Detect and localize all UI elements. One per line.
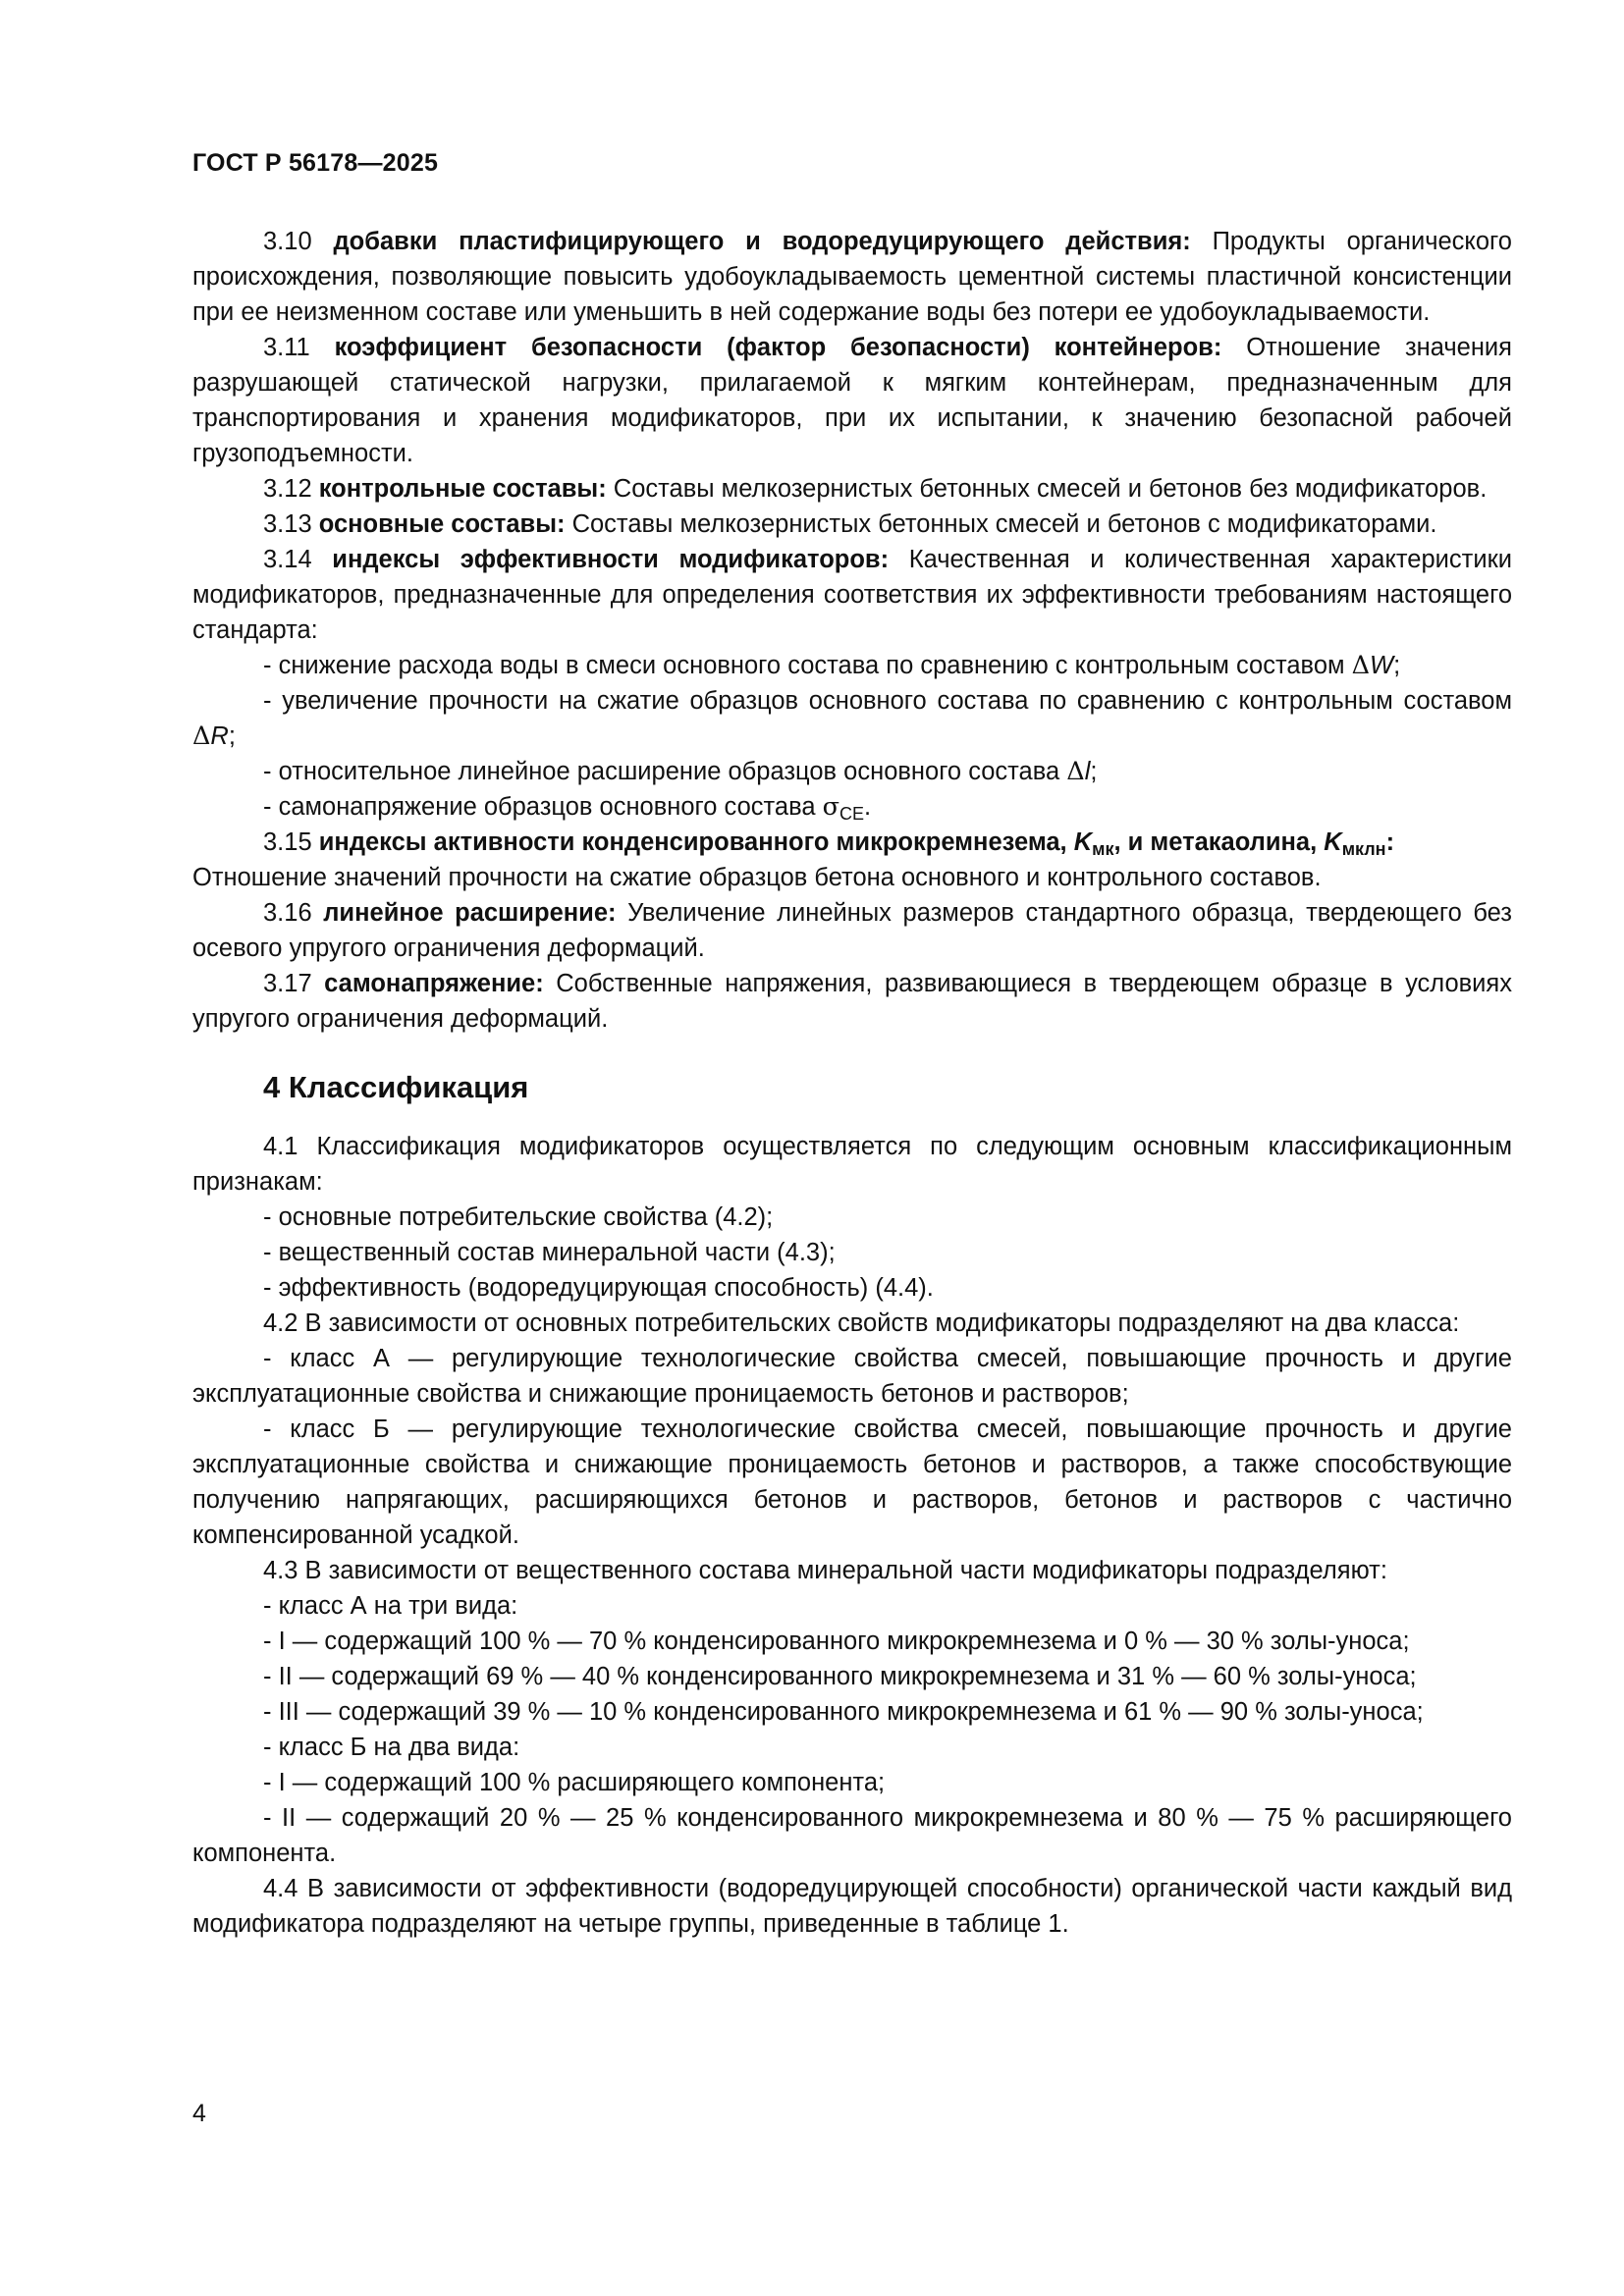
definition-3-12: [192, 471, 1512, 507]
definition-3-17: [192, 966, 1512, 1037]
clause-number: 3.15: [263, 828, 312, 856]
definition-3-16: [192, 895, 1512, 966]
list-item-text: - самонапряжение образцов основного состава: [263, 793, 823, 821]
punctuation: ;: [1393, 652, 1401, 679]
clause-number: 3.12: [263, 475, 312, 503]
list-item: - класс А — регулирующие технологические свойства смесей, повышающие прочность и другие эксплуатационные свойства и снижающие проницаемость бетонов и растворов;: [192, 1345, 1512, 1408]
list-item: - I — содержащий 100 % расширяющего компонента;: [263, 1769, 886, 1796]
list-item: - II — содержащий 20 % — 25 % конденсированного микрокремнезема и 80 % — 75 % расширяющего компонента.: [192, 1804, 1512, 1867]
punctuation: :: [1385, 828, 1395, 856]
term-part: , и метакаолина,: [1113, 828, 1325, 856]
list-item-text: - снижение расхода воды в смеси основного состава по сравнению с контрольным составом: [263, 652, 1352, 679]
list-item-text: - относительное линейное расширение образцов основного состава: [263, 758, 1067, 785]
clause-4-1: 4.1 Классификация модификаторов осуществляется по следующим основным классификационным признакам:: [192, 1133, 1512, 1196]
term-part: индексы активности конденсированного микрокремнезема,: [318, 828, 1074, 856]
definition-text: Увеличение линейных размеров стандартного образца, твердеющего без осевого упругого ограничения деформаций.: [192, 899, 1512, 962]
clause-number: 3.16: [263, 899, 312, 927]
list-item: [192, 683, 1512, 754]
term: самонапряжение:: [324, 970, 544, 997]
list-item: [192, 754, 1512, 789]
definition-text: Составы мелкозернистых бетонных смесей и бетонов без модификаторов.: [613, 475, 1488, 503]
list-item: [192, 789, 1512, 825]
definition-3-10: [192, 224, 1512, 330]
definition-text: Продукты органического происхождения, позволяющие повысить удобоукладываемость цементной системы пластичной консистенции при ее неизменном составе или уменьшить в ней содержание воды без потери ее удобоукладываемости.: [192, 228, 1512, 326]
variable: R: [210, 722, 229, 750]
term: основные составы:: [318, 510, 566, 538]
clause-4-4: 4.4 В зависимости от эффективности (водоредуцирующей способности) органической части каждый вид модификатора подразделяют на четыре группы, приведенные в таблице 1.: [192, 1875, 1512, 1938]
punctuation: ;: [228, 722, 236, 750]
delta-symbol: Δ: [1351, 651, 1371, 680]
term: линейное расширение:: [323, 899, 617, 927]
clause-4-3: 4.3 В зависимости от вещественного состава минеральной части модификаторы подразделяют:: [263, 1557, 1387, 1584]
list-item: - эффективность (водоредуцирующая способность) (4.4).: [263, 1274, 934, 1302]
clause-number: 3.11: [263, 334, 310, 361]
list-item: [192, 648, 1512, 683]
punctuation: .: [864, 793, 872, 821]
term: [318, 828, 1395, 859]
sigma-symbol: σ: [822, 792, 840, 822]
list-item: - I — содержащий 100 % — 70 % конденсированного микрокремнезема и 0 % — 30 % золы-уноса;: [263, 1628, 1410, 1655]
definition-text: Составы мелкозернистых бетонных смесей и бетонов с модификаторами.: [571, 510, 1437, 538]
clause-number: 3.17: [263, 970, 312, 997]
term: контрольные составы:: [318, 475, 607, 503]
clause-number: 3.14: [263, 546, 312, 573]
definition-text: Собственные напряжения, развивающиеся в твердеющем образце в условиях упругого ограничения деформаций.: [192, 970, 1512, 1033]
subscript: мклн: [1341, 839, 1386, 859]
clause-4-2: 4.2 В зависимости от основных потребительских свойств модификаторы подразделяют на два класса:: [263, 1309, 1460, 1337]
definition-3-15: [192, 825, 1512, 860]
list-item: - основные потребительские свойства (4.2);: [263, 1203, 774, 1231]
definition-3-11: [192, 330, 1512, 471]
term: индексы эффективности модификаторов:: [332, 546, 890, 573]
delta-symbol: Δ: [1066, 757, 1085, 786]
subscript: мк: [1092, 839, 1114, 859]
clause-number: 3.10: [263, 228, 312, 255]
list-item-text: - увеличение прочности на сжатие образцов основного состава по сравнению с контрольным составом: [263, 687, 1512, 715]
list-item: - класс Б — регулирующие технологические свойства смесей, повышающие прочность и другие эксплуатационные свойства и снижающие проницаемость бетонов и растворов, а также способствующие получению напрягающих, расширяющихся бетонов и растворов, бетонов и растворов с частично компенсированной усадкой.: [192, 1415, 1512, 1549]
delta-symbol: Δ: [192, 721, 211, 751]
term: добавки пластифицирующего и водоредуцирующего действия:: [333, 228, 1191, 255]
list-item: - III — содержащий 39 % — 10 % конденсированного микрокремнезема и 61 % — 90 % золы-уноса;: [263, 1698, 1424, 1726]
variable: K: [1324, 828, 1342, 856]
punctuation: ;: [1090, 758, 1098, 785]
clause-number: 3.13: [263, 510, 312, 538]
variable: K: [1073, 828, 1093, 856]
document-code-header: ГОСТ Р 56178—2025: [192, 149, 439, 177]
definition-text: Отношение значения разрушающей статической нагрузки, прилагаемой к мягким контейнерам, предназначенным для транспортирования и хранения модификаторов, при их испытании, к значению безопасной рабочей грузоподъемности.: [192, 334, 1512, 467]
section-heading: 4 Классификация: [263, 1070, 529, 1104]
list-item: - класс А на три вида:: [263, 1592, 518, 1620]
page-content: [192, 224, 1512, 1942]
definition-3-15-text: Отношение значений прочности на сжатие образцов бетона основного и контрольного составов.: [192, 864, 1322, 891]
variable: W: [1370, 652, 1394, 679]
subscript: CE: [839, 804, 865, 824]
list-item: - вещественный состав минеральной части (4.3);: [263, 1239, 836, 1266]
definition-text: Качественная и количественная характеристики модификаторов, предназначенные для определения соответствия их эффективности требованиям настоящего стандарта:: [192, 546, 1512, 644]
term: коэффициент безопасности (фактор безопасности) контейнеров:: [334, 334, 1222, 361]
page-number: 4: [192, 2100, 206, 2127]
list-item: - класс Б на два вида:: [263, 1734, 520, 1761]
definition-3-14: [192, 542, 1512, 648]
list-item: - II — содержащий 69 % — 40 % конденсированного микрокремнезема и 31 % — 60 % золы-уноса;: [263, 1663, 1417, 1690]
variable: l: [1084, 758, 1091, 785]
definition-3-13: [192, 507, 1512, 542]
